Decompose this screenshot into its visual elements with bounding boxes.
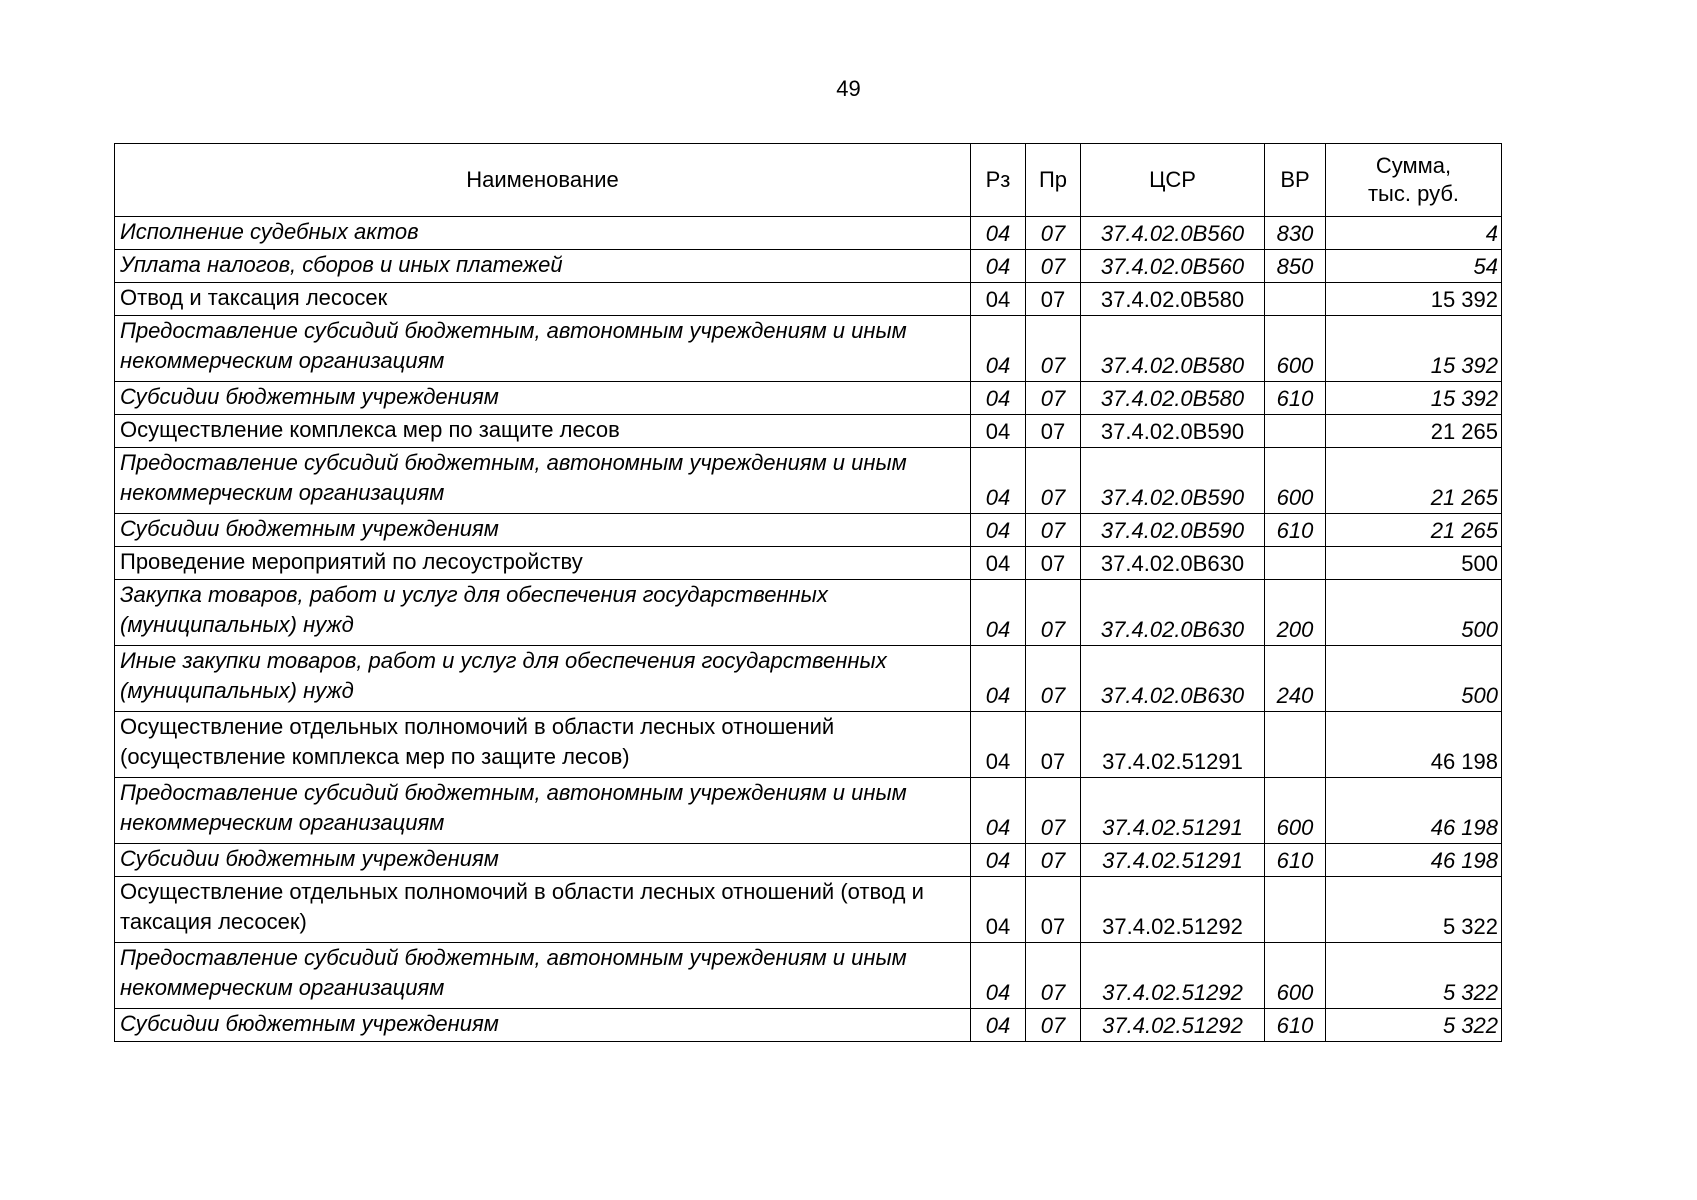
- header-name: Наименование: [115, 144, 971, 217]
- cell-rz: 04: [971, 1009, 1026, 1042]
- table-row: [115, 415, 1502, 448]
- table-row: [115, 514, 1502, 547]
- cell-csr: 37.4.02.0В560: [1081, 250, 1265, 283]
- cell-pr: 07: [1026, 415, 1081, 448]
- cell-name: Исполнение судебных актов: [115, 217, 971, 250]
- table-row: [115, 877, 1502, 943]
- header-csr: ЦСР: [1081, 144, 1265, 217]
- cell-vr: [1265, 712, 1326, 778]
- cell-vr: 610: [1265, 1009, 1326, 1042]
- cell-vr: [1265, 877, 1326, 943]
- cell-csr: 37.4.02.0В580: [1081, 316, 1265, 382]
- cell-name: Осуществление комплекса мер по защите лесов: [115, 415, 971, 448]
- cell-sum: 46 198: [1326, 712, 1502, 778]
- table-row: [115, 943, 1502, 1009]
- cell-sum: 21 265: [1326, 514, 1502, 547]
- cell-name: Предоставление субсидий бюджетным, автономным учреждениям и иным некоммерческим организациям: [115, 316, 971, 382]
- cell-vr: 600: [1265, 943, 1326, 1009]
- cell-csr: 37.4.02.0В630: [1081, 547, 1265, 580]
- cell-sum: 21 265: [1326, 448, 1502, 514]
- cell-sum: 4: [1326, 217, 1502, 250]
- cell-csr: 37.4.02.0В590: [1081, 514, 1265, 547]
- cell-rz: 04: [971, 778, 1026, 844]
- cell-csr: 37.4.02.0В630: [1081, 646, 1265, 712]
- header-sum-line2: тыс. руб.: [1367, 181, 1460, 206]
- cell-rz: 04: [971, 646, 1026, 712]
- cell-sum: 21 265: [1326, 415, 1502, 448]
- cell-pr: 07: [1026, 943, 1081, 1009]
- cell-name: Предоставление субсидий бюджетным, автономным учреждениям и иным некоммерческим организациям: [115, 778, 971, 844]
- cell-vr: 610: [1265, 844, 1326, 877]
- cell-pr: 07: [1026, 382, 1081, 415]
- cell-vr: 200: [1265, 580, 1326, 646]
- cell-name: Осуществление отдельных полномочий в области лесных отношений (отвод и таксация лесосек): [115, 877, 971, 943]
- cell-vr: [1265, 547, 1326, 580]
- cell-pr: 07: [1026, 712, 1081, 778]
- cell-sum: 46 198: [1326, 844, 1502, 877]
- cell-rz: 04: [971, 712, 1026, 778]
- cell-name: Субсидии бюджетным учреждениям: [115, 514, 971, 547]
- cell-name: Субсидии бюджетным учреждениям: [115, 844, 971, 877]
- table-row: [115, 1009, 1502, 1042]
- cell-sum: 500: [1326, 580, 1502, 646]
- cell-rz: 04: [971, 217, 1026, 250]
- cell-rz: 04: [971, 547, 1026, 580]
- cell-sum: 15 392: [1326, 283, 1502, 316]
- cell-pr: 07: [1026, 448, 1081, 514]
- cell-csr: 37.4.02.51291: [1081, 778, 1265, 844]
- cell-pr: 07: [1026, 514, 1081, 547]
- table-row: [115, 283, 1502, 316]
- cell-vr: 850: [1265, 250, 1326, 283]
- table-row: [115, 316, 1502, 382]
- table-row: [115, 382, 1502, 415]
- header-rz: Рз: [971, 144, 1026, 217]
- cell-sum: 5 322: [1326, 877, 1502, 943]
- cell-csr: 37.4.02.0В560: [1081, 217, 1265, 250]
- table-row: [115, 547, 1502, 580]
- cell-vr: [1265, 415, 1326, 448]
- cell-csr: 37.4.02.51292: [1081, 877, 1265, 943]
- cell-csr: 37.4.02.0В580: [1081, 382, 1265, 415]
- cell-pr: 07: [1026, 316, 1081, 382]
- cell-rz: 04: [971, 877, 1026, 943]
- cell-csr: 37.4.02.51292: [1081, 943, 1265, 1009]
- cell-rz: 04: [971, 514, 1026, 547]
- cell-csr: 37.4.02.51291: [1081, 712, 1265, 778]
- cell-sum: 15 392: [1326, 382, 1502, 415]
- cell-pr: 07: [1026, 877, 1081, 943]
- cell-sum: 500: [1326, 646, 1502, 712]
- cell-vr: 610: [1265, 514, 1326, 547]
- header-sum-line1: Сумма,: [1375, 153, 1452, 178]
- cell-rz: 04: [971, 580, 1026, 646]
- table-row: [115, 217, 1502, 250]
- cell-name: Субсидии бюджетным учреждениям: [115, 382, 971, 415]
- cell-pr: 07: [1026, 217, 1081, 250]
- budget-table: [114, 143, 1502, 1042]
- cell-name: Проведение мероприятий по лесоустройству: [115, 547, 971, 580]
- cell-sum: 5 322: [1326, 1009, 1502, 1042]
- table-row: [115, 250, 1502, 283]
- cell-rz: 04: [971, 844, 1026, 877]
- table-row: [115, 580, 1502, 646]
- cell-name: Предоставление субсидий бюджетным, автономным учреждениям и иным некоммерческим организациям: [115, 448, 971, 514]
- table-row: [115, 844, 1502, 877]
- cell-vr: [1265, 283, 1326, 316]
- header-pr: Пр: [1026, 144, 1081, 217]
- cell-pr: 07: [1026, 547, 1081, 580]
- cell-rz: 04: [971, 283, 1026, 316]
- cell-rz: 04: [971, 448, 1026, 514]
- cell-vr: 610: [1265, 382, 1326, 415]
- cell-name: Закупка товаров, работ и услуг для обеспечения государственных (муниципальных) нужд: [115, 580, 971, 646]
- cell-rz: 04: [971, 316, 1026, 382]
- cell-name: Отвод и таксация лесосек: [115, 283, 971, 316]
- cell-rz: 04: [971, 382, 1026, 415]
- cell-name: Предоставление субсидий бюджетным, автономным учреждениям и иным некоммерческим организациям: [115, 943, 971, 1009]
- cell-pr: 07: [1026, 646, 1081, 712]
- cell-sum: 54: [1326, 250, 1502, 283]
- cell-csr: 37.4.02.51291: [1081, 844, 1265, 877]
- table-row: [115, 646, 1502, 712]
- cell-pr: 07: [1026, 844, 1081, 877]
- cell-vr: 600: [1265, 316, 1326, 382]
- cell-name: Уплата налогов, сборов и иных платежей: [115, 250, 971, 283]
- page-number: 49: [836, 76, 861, 101]
- cell-pr: 07: [1026, 778, 1081, 844]
- cell-pr: 07: [1026, 1009, 1081, 1042]
- cell-name: Иные закупки товаров, работ и услуг для обеспечения государственных (муниципальных) нужд: [115, 646, 971, 712]
- cell-sum: 46 198: [1326, 778, 1502, 844]
- cell-rz: 04: [971, 943, 1026, 1009]
- cell-pr: 07: [1026, 250, 1081, 283]
- cell-pr: 07: [1026, 283, 1081, 316]
- cell-vr: 600: [1265, 778, 1326, 844]
- cell-sum: 15 392: [1326, 316, 1502, 382]
- table-row: [115, 778, 1502, 844]
- cell-csr: 37.4.02.51292: [1081, 1009, 1265, 1042]
- table-row: [115, 712, 1502, 778]
- cell-vr: 600: [1265, 448, 1326, 514]
- cell-name: Осуществление отдельных полномочий в области лесных отношений (осуществление комплекса мер по защите лесов): [115, 712, 971, 778]
- cell-csr: 37.4.02.0В580: [1081, 283, 1265, 316]
- table-row: [115, 448, 1502, 514]
- cell-sum: 500: [1326, 547, 1502, 580]
- header-vr: ВР: [1265, 144, 1326, 217]
- cell-pr: 07: [1026, 580, 1081, 646]
- cell-name: Субсидии бюджетным учреждениям: [115, 1009, 971, 1042]
- cell-rz: 04: [971, 250, 1026, 283]
- table-header-row: [115, 144, 1502, 217]
- cell-csr: 37.4.02.0В630: [1081, 580, 1265, 646]
- cell-rz: 04: [971, 415, 1026, 448]
- cell-csr: 37.4.02.0В590: [1081, 415, 1265, 448]
- cell-sum: 5 322: [1326, 943, 1502, 1009]
- cell-vr: 830: [1265, 217, 1326, 250]
- cell-vr: 240: [1265, 646, 1326, 712]
- header-sum: [1326, 144, 1502, 217]
- cell-csr: 37.4.02.0В590: [1081, 448, 1265, 514]
- table-body: [115, 217, 1502, 1042]
